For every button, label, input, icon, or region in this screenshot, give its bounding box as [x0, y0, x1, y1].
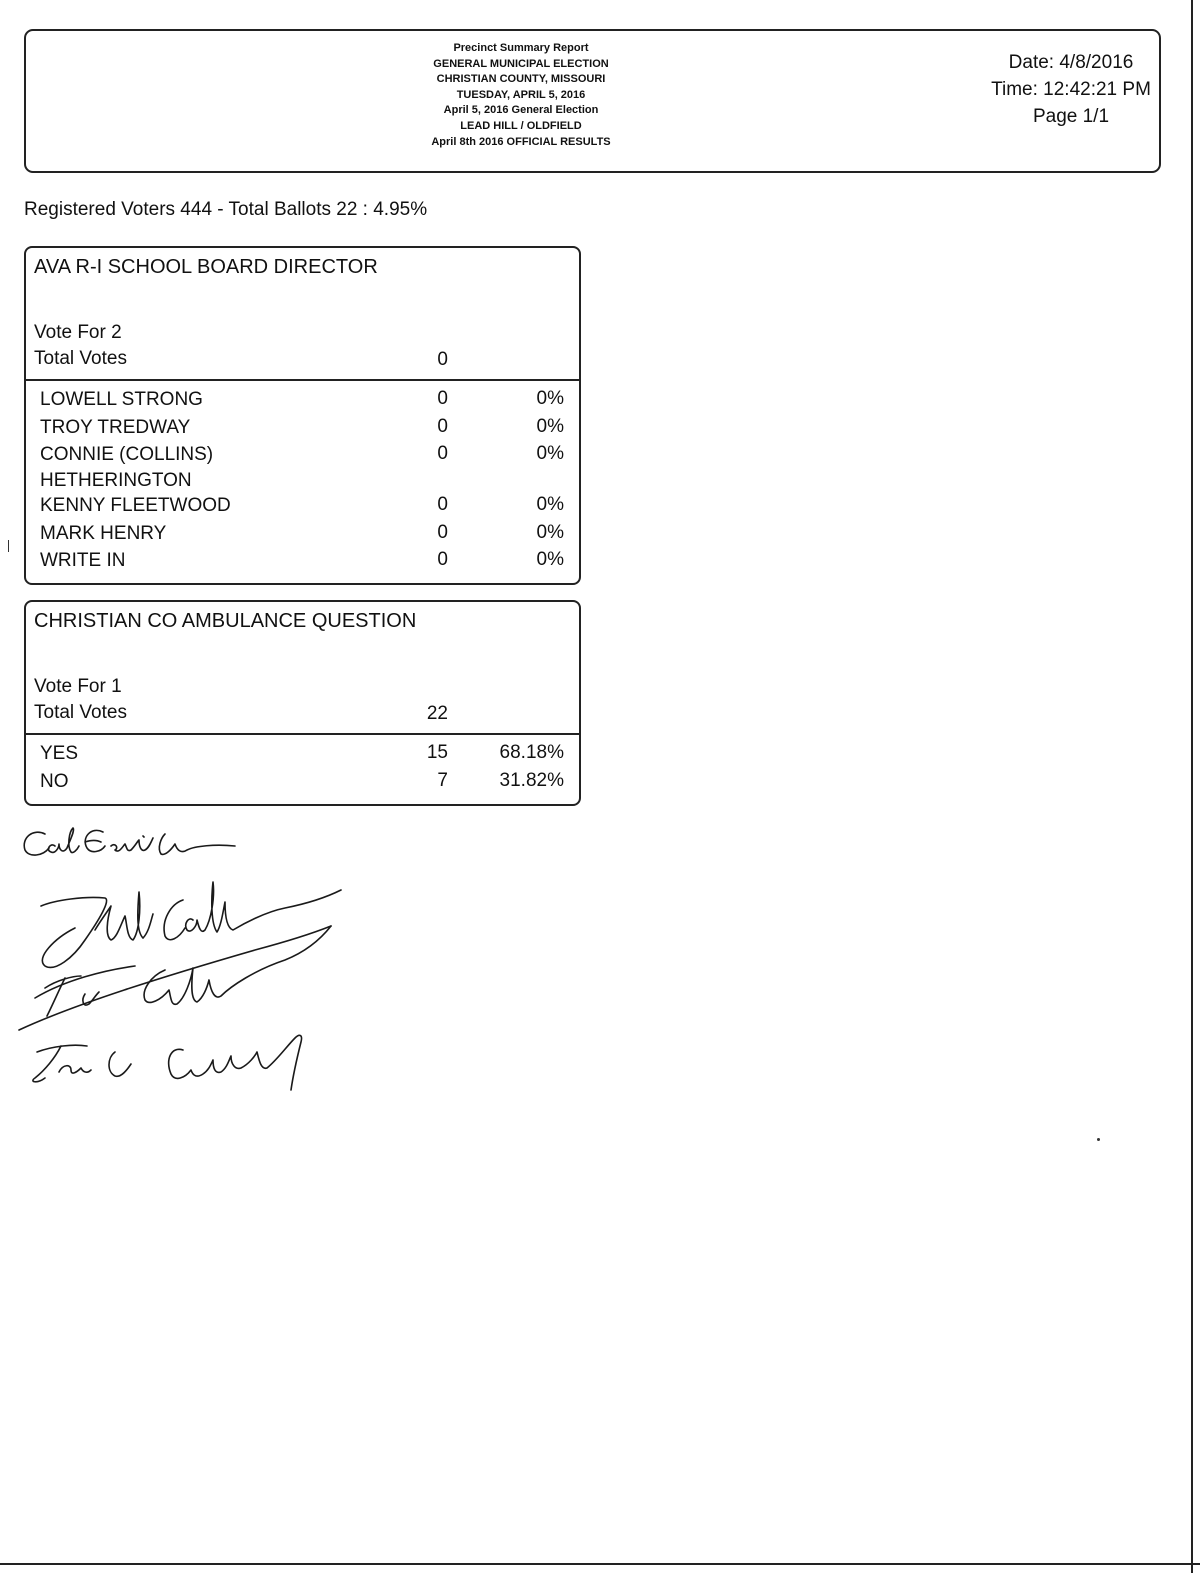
candidate-name: CONNIE (COLLINS) HETHERINGTON — [40, 444, 214, 491]
report-header — [24, 29, 1161, 173]
candidate-row — [26, 387, 579, 415]
vote-for: Vote For 1 — [34, 676, 122, 697]
candidate-name: LOWELL STRONG — [40, 389, 203, 410]
contest-ambulance-question — [24, 600, 581, 806]
total-votes-label: Total Votes — [34, 348, 127, 369]
total-votes-label: Total Votes — [34, 702, 127, 723]
handwritten-signature-3 — [19, 926, 331, 1030]
candidate-row — [26, 493, 579, 521]
choice-percent: 68.18% — [499, 742, 564, 763]
candidate-list — [26, 387, 579, 576]
report-date: Date: 4/8/2016 — [1008, 52, 1134, 73]
handwritten-signature-1 — [24, 828, 235, 855]
election-name: GENERAL MUNICIPAL ELECTION — [433, 57, 609, 70]
contest-title: AVA R-I SCHOOL BOARD DIRECTOR — [34, 256, 378, 278]
election-date: TUESDAY, APRIL 5, 2016 — [456, 88, 586, 101]
candidate-percent: 0% — [536, 549, 564, 570]
candidate-votes: 0 — [437, 443, 448, 464]
handwritten-signature-4 — [33, 1035, 302, 1090]
report-time: Time: 12:42:21 PM — [991, 79, 1151, 100]
choice-name: NO — [40, 770, 69, 792]
report-title-block — [371, 41, 671, 150]
contest-divider — [26, 379, 579, 381]
signatures-block — [15, 820, 355, 1100]
candidate-votes: 0 — [437, 415, 448, 437]
choice-percent: 31.82% — [499, 769, 564, 791]
choice-votes: 7 — [437, 769, 448, 791]
county-name: CHRISTIAN COUNTY, MISSOURI — [436, 73, 606, 86]
candidate-name: TROY TREDWAY — [40, 416, 191, 438]
candidate-row — [26, 415, 579, 443]
candidate-name: KENNY FLEETWOOD — [40, 495, 231, 516]
candidate-percent: 0% — [536, 521, 564, 543]
contest-school-board — [24, 246, 581, 585]
vote-for: Vote For 2 — [34, 322, 122, 343]
candidate-percent: 0% — [536, 388, 564, 409]
candidate-votes: 0 — [437, 549, 448, 570]
choice-row — [26, 741, 579, 769]
candidate-name: WRITE IN — [40, 550, 126, 571]
results-status: April 8th 2016 OFFICIAL RESULTS — [431, 135, 611, 148]
choice-list — [26, 741, 579, 796]
candidate-name: MARK HENRY — [40, 522, 167, 544]
candidate-percent: 0% — [536, 494, 564, 515]
contest-divider — [26, 733, 579, 735]
report-title: Precinct Summary Report — [453, 42, 589, 54]
contest-title: CHRISTIAN CO AMBULANCE QUESTION — [34, 610, 417, 632]
choice-votes: 15 — [426, 742, 448, 763]
election-label: April 5, 2016 General Election — [443, 104, 599, 117]
candidate-percent: 0% — [536, 415, 564, 437]
turnout-summary: Registered Voters 444 - Total Ballots 22 : 4.95% — [24, 199, 428, 220]
scan-speck — [1097, 1138, 1100, 1141]
candidate-votes: 0 — [437, 521, 448, 543]
candidate-votes: 0 — [437, 494, 448, 515]
precinct-name: LEAD HILL / OLDFIELD — [460, 119, 582, 132]
scan-mark — [8, 540, 9, 552]
page-edge-bottom — [0, 1563, 1200, 1565]
page-number: Page 1/1 — [1032, 106, 1110, 127]
choice-name: YES — [40, 743, 79, 764]
choice-row — [26, 769, 579, 797]
total-votes-value: 22 — [426, 703, 448, 724]
candidate-row — [26, 521, 579, 549]
candidate-percent: 0% — [536, 443, 564, 464]
candidate-votes: 0 — [437, 388, 448, 409]
report-meta — [981, 49, 1161, 130]
candidate-row — [26, 442, 579, 493]
page-edge-right — [1191, 0, 1193, 1573]
total-votes-value: 0 — [437, 349, 448, 370]
candidate-row — [26, 548, 579, 576]
